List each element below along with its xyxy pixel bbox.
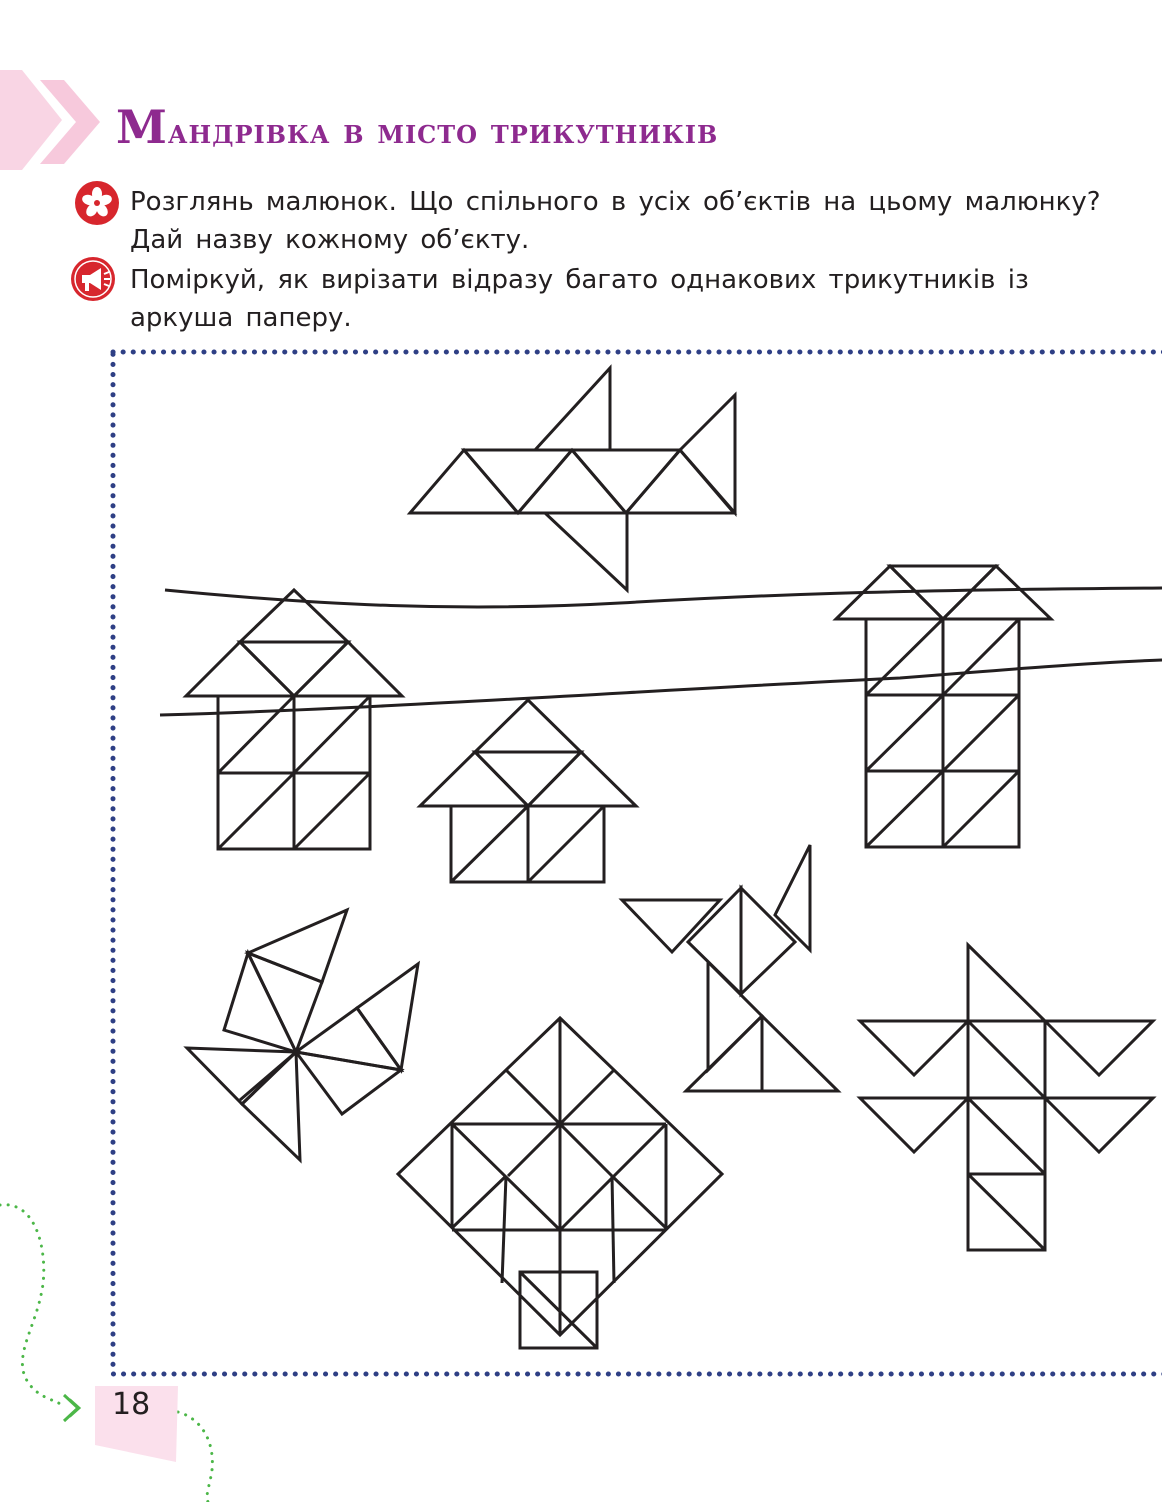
tree-figure [398,1018,722,1348]
plane-figure [410,368,735,590]
flower-plant-figure [860,945,1153,1250]
title-initial: М [116,100,168,154]
title-rest: андрівка в місто трикутників [167,112,719,152]
task-text-observe: Розглянь малюнок. Що спільного в усіх об’єктів на цьому малюнку? Дай назву кожному об’єкту. [130,187,1101,255]
house-left-figure [186,590,402,849]
tower-figure [836,566,1051,847]
house-middle-figure [420,700,636,882]
task-text-think: Поміркуй, як вирізати відразу багато однакових трикутників із аркуша паперу. [130,265,1029,333]
page-number: 18 [112,1387,151,1422]
wire-bottom [160,660,1162,715]
pinwheel-figure [187,910,418,1160]
wire-top [165,588,1162,607]
bird-figure [622,845,838,1091]
